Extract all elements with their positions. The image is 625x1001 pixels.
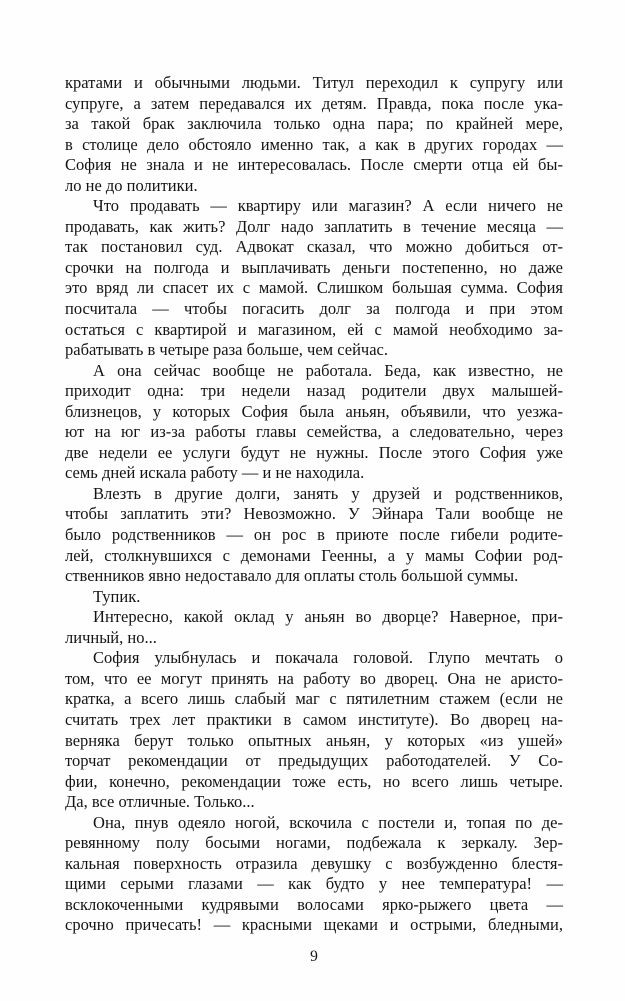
text-line: лей, столкнувшихся с демонами Геенны, а у мамы Софии род- [65,545,563,565]
paragraph [65,361,563,484]
text-line: всклокоченными кудрявыми волосами ярко-рыжего цвета — [65,894,563,914]
text-line: Да, все отличные. Только... [65,792,255,812]
text-line: Что продавать — квартиру или магазин? А если ничего не [93,196,563,216]
text-line: за такой брак заключила только одна пара; по крайней мере, [65,114,563,134]
text-block [65,73,563,936]
text-line: Тупик. [93,586,141,606]
text-line: ют на юг из-за работы главы семейства, а следовательно, через [65,422,563,442]
text-line: щими серыми глазами — как будто у нее температура! — [65,874,563,894]
text-line: семь дней искала работу — и не находила. [65,463,365,483]
text-line: София улыбнулась и покачала головой. Глупо мечтать о [93,648,563,668]
text-line: А она сейчас вообще не работала. Беда, как известно, не [93,360,563,380]
paragraph [65,607,563,648]
text-line: продавать, как жить? Долг надо заплатить в течение месяца — [65,216,563,236]
paragraph [65,484,563,587]
text-line: было родственников — он рос в приюте после гибели родите- [65,525,563,545]
text-line: София не знала и не интересовалась. После смерти отца ей бы- [65,155,563,175]
text-line: чтобы заплатить эти? Невозможно. У Эйнара Тали вообще не [65,504,563,524]
text-line: срочки на полгода и выплачивать деньги постепенно, но даже [65,257,563,277]
text-line: ло не до политики. [65,175,198,195]
text-line: кальная поверхность отразила девушку с возбужденно блестя- [65,853,563,873]
text-line: супруге, а затем передавался их детям. Правда, пока после ука- [65,93,563,113]
text-line: торчат рекомендации от предыдущих работодателей. У Со- [65,751,563,771]
paragraph [65,813,563,936]
text-line: считать трех лет практики в самом институте). Во дворец на- [65,709,563,729]
text-line: остаться с квартирой и магазином, ей с мамой необходимо за- [65,319,563,339]
text-line: близнецов, у которых София была аньян, объявили, что уезжа- [65,401,563,421]
text-line: это вряд ли спасет их с мамой. Слишком большая сумма. София [65,278,563,298]
text-line: рабатывать в четыре раза больше, чем сейчас. [65,340,388,360]
paragraph [65,648,563,812]
text-line: кратка, а всего лишь слабый маг с пятилетним стажем (если не [65,689,563,709]
text-line: фии, конечно, рекомендации тоже есть, но всего лишь четыре. [65,771,563,791]
text-line: том, что ее могут принять на работу во дворец. Она не аристо- [65,668,563,688]
text-line: в столице дело обстояло именно так, а как в других городах — [65,134,563,154]
text-line: ревянному полу босыми ногами, подбежала к зеркалу. Зер- [65,833,563,853]
text-line: Влезть в другие долги, занять у друзей и родственников, [93,483,563,503]
text-line: Она, пнув одеяло ногой, вскочила с постели и, топая по де- [93,812,563,832]
text-line: посчитала — чтобы погасить долг за полгода и при этом [65,299,563,319]
text-line: Интересно, какой оклад у аньян во дворце? Наверное, при- [93,607,563,627]
text-line: приходит одна: три недели назад родители двух малышей- [65,381,563,401]
text-line: срочно причесать! — красными щеками и острыми, бледными, [65,915,563,935]
text-line: ственников явно недоставало для оплаты столь большой суммы. [65,566,519,586]
text-line: верняка берут только опытных аньян, у которых «из ушей» [65,730,563,750]
paragraph [65,73,563,196]
text-line: две недели ее услуги будут не нужны. После этого София уже [65,442,563,462]
text-line: личный, но... [65,627,157,647]
text-line: так постановил суд. Адвокат сказал, что можно добиться от- [65,237,563,257]
text-line: кратами и обычными людьми. Титул переходил к супругу или [65,73,563,92]
paragraph [65,196,563,360]
page-number: 9 [310,947,318,965]
paragraph [65,587,563,608]
